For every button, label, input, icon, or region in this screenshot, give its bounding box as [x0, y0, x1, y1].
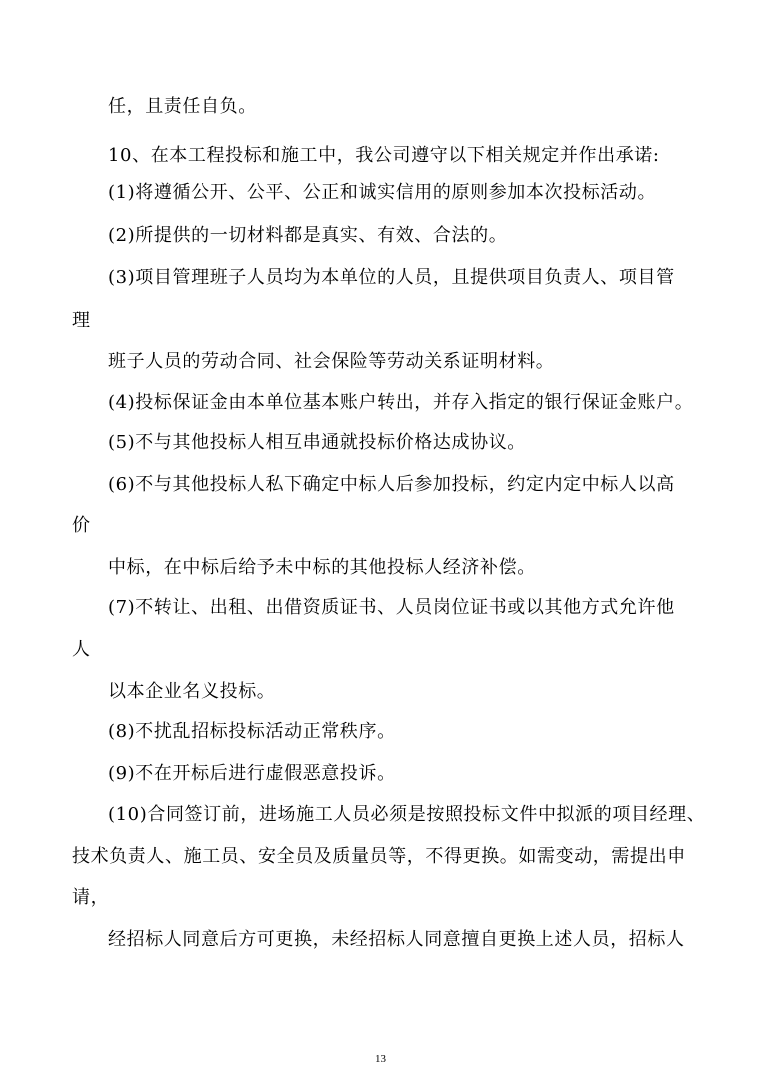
- text-line: 经招标人同意后方可更换，未经招标人同意擅自更换上述人员，招标人: [108, 929, 685, 950]
- text-line: (3)项目管理班子人员均为本单位的人员，且提供项目负责人、项目管: [108, 267, 675, 288]
- text-line: 请，: [72, 887, 110, 908]
- text-line: 价: [72, 515, 91, 536]
- text-line: (4)投标保证金由本单位基本账户转出，并存入指定的银行保证金账户。: [108, 392, 694, 413]
- text-line: 以本企业名义投标。: [108, 681, 276, 702]
- text-line: (7)不转让、出租、出借资质证书、人员岗位证书或以其他方式允许他: [108, 597, 675, 618]
- page-number: 13: [375, 1053, 386, 1065]
- text-line: 班子人员的劳动合同、社会保险等劳动关系证明材料。: [108, 351, 555, 372]
- text-line: (8)不扰乱招标投标活动正常秩序。: [108, 721, 396, 742]
- text-line: (1)将遵循公开、公平、公正和诚实信用的原则参加本次投标活动。: [108, 182, 657, 203]
- text-line: 10、在本工程投标和施工中，我公司遵守以下相关规定并作出承诺:: [108, 145, 660, 166]
- text-line: (2)所提供的一切材料都是真实、有效、合法的。: [108, 225, 508, 246]
- text-line: 技术负责人、施工员、安全员及质量员等，不得更换。如需变动，需提出申: [72, 846, 686, 867]
- text-line: 人: [72, 639, 91, 660]
- text-line: 理: [72, 310, 91, 331]
- text-line: 任，且责任自负。: [108, 96, 257, 117]
- text-line: (9)不在开标后进行虚假恶意投诉。: [108, 763, 396, 784]
- text-line: (6)不与其他投标人私下确定中标人后参加投标，约定内定中标人以高: [108, 474, 675, 495]
- text-line: (10)合同签订前，进场施工人员必须是按照投标文件中拟派的项目经理、: [108, 804, 706, 825]
- text-line: 中标，在中标后给予未中标的其他投标人经济补偿。: [108, 557, 536, 578]
- text-line: (5)不与其他投标人相互串通就投标价格达成协议。: [108, 432, 526, 453]
